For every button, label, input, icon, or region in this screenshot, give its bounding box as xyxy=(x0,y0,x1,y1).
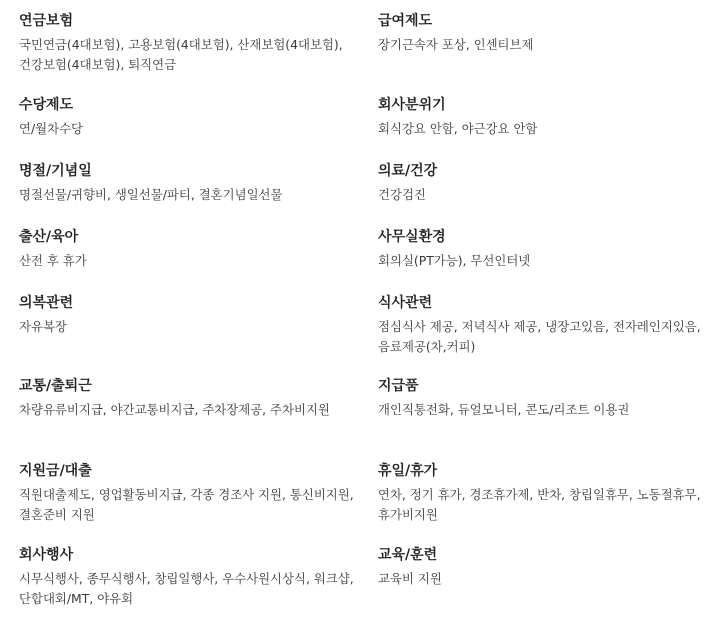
benefit-desc: 장기근속자 포상, 인센티브제 xyxy=(378,37,534,52)
benefit-item-training xyxy=(378,546,718,589)
benefit-title: 회사행사 xyxy=(19,547,74,563)
benefit-title: 출산/육아 xyxy=(19,229,79,245)
benefit-item-clothing xyxy=(19,294,359,337)
benefit-desc: 회식강요 안함, 야근강요 안함 xyxy=(378,121,538,136)
benefit-item-childcare xyxy=(19,228,359,271)
benefit-desc: 개인직통전화, 듀얼모니터, 콘도/리조트 이용권 xyxy=(378,402,630,417)
benefit-desc: 직원대출제도, 영업활동비지급, 각종 경조사 지원, 통신비지원, 결혼준비 지원 xyxy=(19,487,354,522)
benefit-title: 급여제도 xyxy=(378,13,433,29)
benefit-item-salary xyxy=(378,12,718,55)
benefit-item-allowance xyxy=(19,96,359,139)
benefit-item-holiday xyxy=(19,162,359,205)
benefit-desc: 자유복장 xyxy=(19,319,67,334)
benefit-item-commute xyxy=(19,377,359,420)
benefit-desc: 차량유류비지급, 야간교통비지급, 주차장제공, 주차비지원 xyxy=(19,402,330,417)
benefit-title: 교육/훈련 xyxy=(378,547,438,563)
benefit-title: 연금보험 xyxy=(19,13,74,29)
benefit-item-health xyxy=(378,162,718,205)
benefit-item-office xyxy=(378,228,718,271)
benefit-item-atmosphere xyxy=(378,96,718,139)
benefit-item-events xyxy=(19,546,359,609)
benefit-item-supplies xyxy=(378,377,718,420)
benefit-title: 사무실환경 xyxy=(378,229,446,245)
benefit-item-pension xyxy=(19,12,359,75)
benefit-desc: 회의실(PT가능), 무선인터넷 xyxy=(378,253,531,268)
benefit-title: 교통/출퇴근 xyxy=(19,378,92,394)
benefit-desc: 점심식사 제공, 저녁식사 제공, 냉장고있음, 전자레인지있음, 음료제공(차,커피) xyxy=(378,319,701,354)
benefit-desc: 시무식행사, 종무식행사, 창립일행사, 우수사원시상식, 워크샵, 단합대회/MT, 야유회 xyxy=(19,571,354,606)
benefit-desc: 연/월차수당 xyxy=(19,121,84,136)
benefit-title: 회사분위기 xyxy=(378,97,446,113)
benefit-desc: 건강검진 xyxy=(378,187,426,202)
benefit-desc: 연차, 정기 휴가, 경조휴가제, 반차, 창립일휴무, 노동절휴무, 휴가비지원 xyxy=(378,487,701,522)
benefit-title: 지원금/대출 xyxy=(19,463,92,479)
benefit-title: 지급품 xyxy=(378,378,419,394)
benefit-title: 수당제도 xyxy=(19,97,74,113)
benefit-title: 휴일/휴가 xyxy=(378,463,438,479)
benefit-desc: 국민연금(4대보험), 고용보험(4대보험), 산재보험(4대보험), 건강보험(4대보험), 퇴직연금 xyxy=(19,37,343,72)
benefit-title: 의료/건강 xyxy=(378,163,438,179)
benefit-item-support xyxy=(19,462,359,525)
benefit-item-meals xyxy=(378,294,718,357)
benefit-desc: 산전 후 휴가 xyxy=(19,253,87,268)
benefit-title: 명절/기념일 xyxy=(19,163,92,179)
benefit-title: 식사관련 xyxy=(378,295,433,311)
benefit-item-vacation xyxy=(378,462,718,525)
benefit-desc: 교육비 지원 xyxy=(378,571,442,586)
benefit-desc: 명절선물/귀향비, 생일선물/파티, 결혼기념일선물 xyxy=(19,187,283,202)
benefit-title: 의복관련 xyxy=(19,295,74,311)
